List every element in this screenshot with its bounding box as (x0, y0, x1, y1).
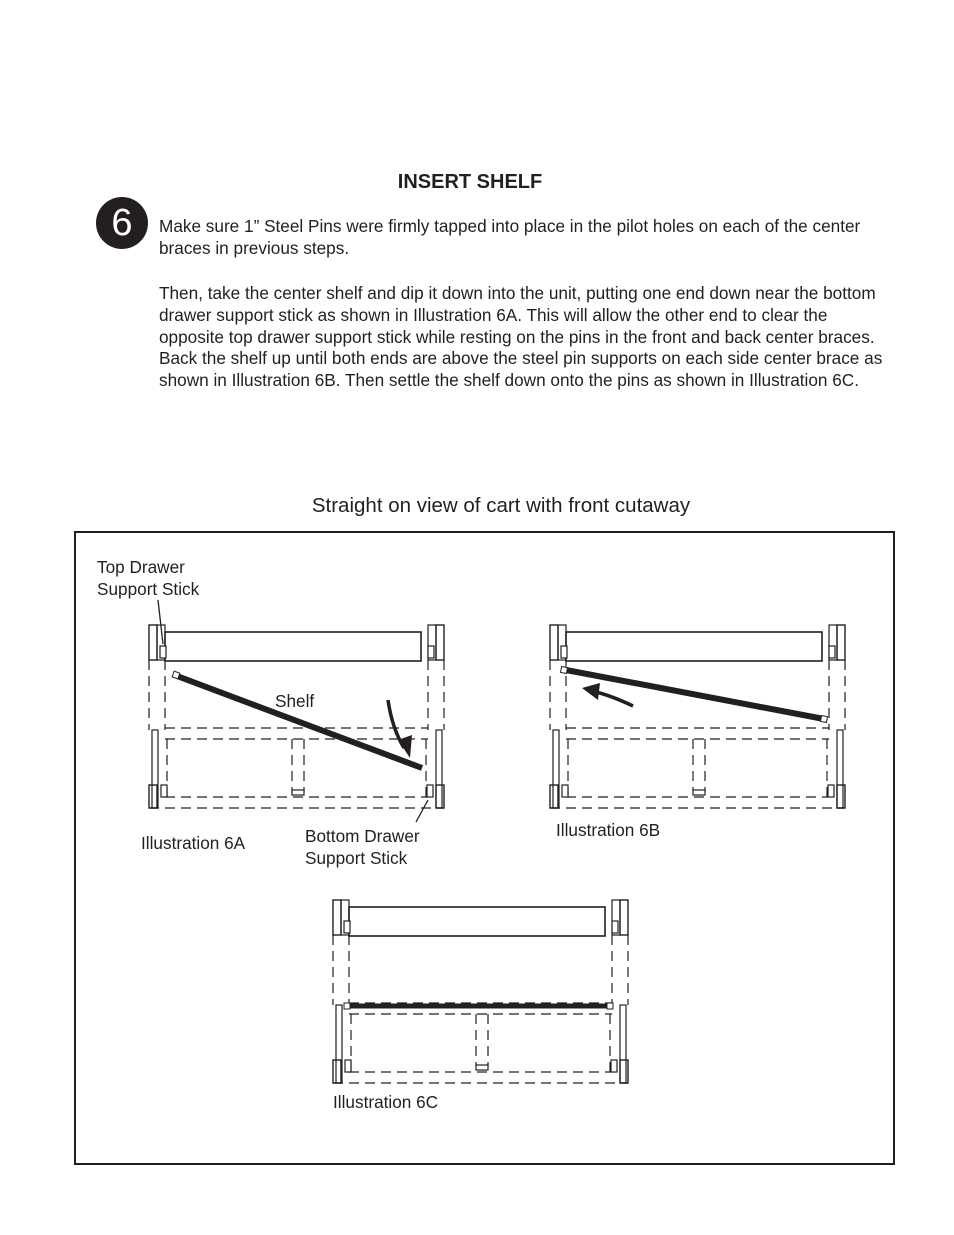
label-illustration-6a: Illustration 6A (141, 833, 246, 853)
step-title: INSERT SHELF (397, 171, 543, 193)
label-top-stick-line-2: Support Stick (97, 578, 200, 599)
label-top-drawer-support-stick (97, 557, 199, 601)
label-bottom-stick-line-2: Support Stick (305, 847, 408, 868)
step-number-badge: 6 (96, 197, 148, 249)
instruction-paragraph-1: Make sure 1” Steel Pins were firmly tapped into place in the pilot holes on each of the center braces in previous steps. (159, 216, 861, 258)
label-bottom-stick-line-1: Bottom Drawer (305, 826, 420, 846)
label-top-stick-line-1: Top Drawer (97, 557, 185, 577)
label-bottom-drawer-support-stick (305, 826, 420, 870)
illustration-6c-drawing (333, 900, 628, 1083)
label-illustration-6b: Illustration 6B (556, 820, 661, 840)
figure-caption: Straight on view of cart with front cutaway (311, 494, 691, 517)
instruction-paragraph-2: Then, take the center shelf and dip it down into the unit, putting one end down near the bottom drawer support stick as shown in Illustration 6A. This will allow the other end to clear the opposite top drawer support stick while resting on the pins in the front and back center braces. Back the shelf up until both ends are above the steel pin supports on each side center brace as shown in Illustration 6B. Then settle the shelf down onto the pins as shown in Illustration 6C. (159, 283, 883, 391)
illustration-6b-drawing (550, 625, 845, 808)
label-shelf: Shelf (275, 691, 315, 711)
label-illustration-6c: Illustration 6C (333, 1092, 439, 1112)
